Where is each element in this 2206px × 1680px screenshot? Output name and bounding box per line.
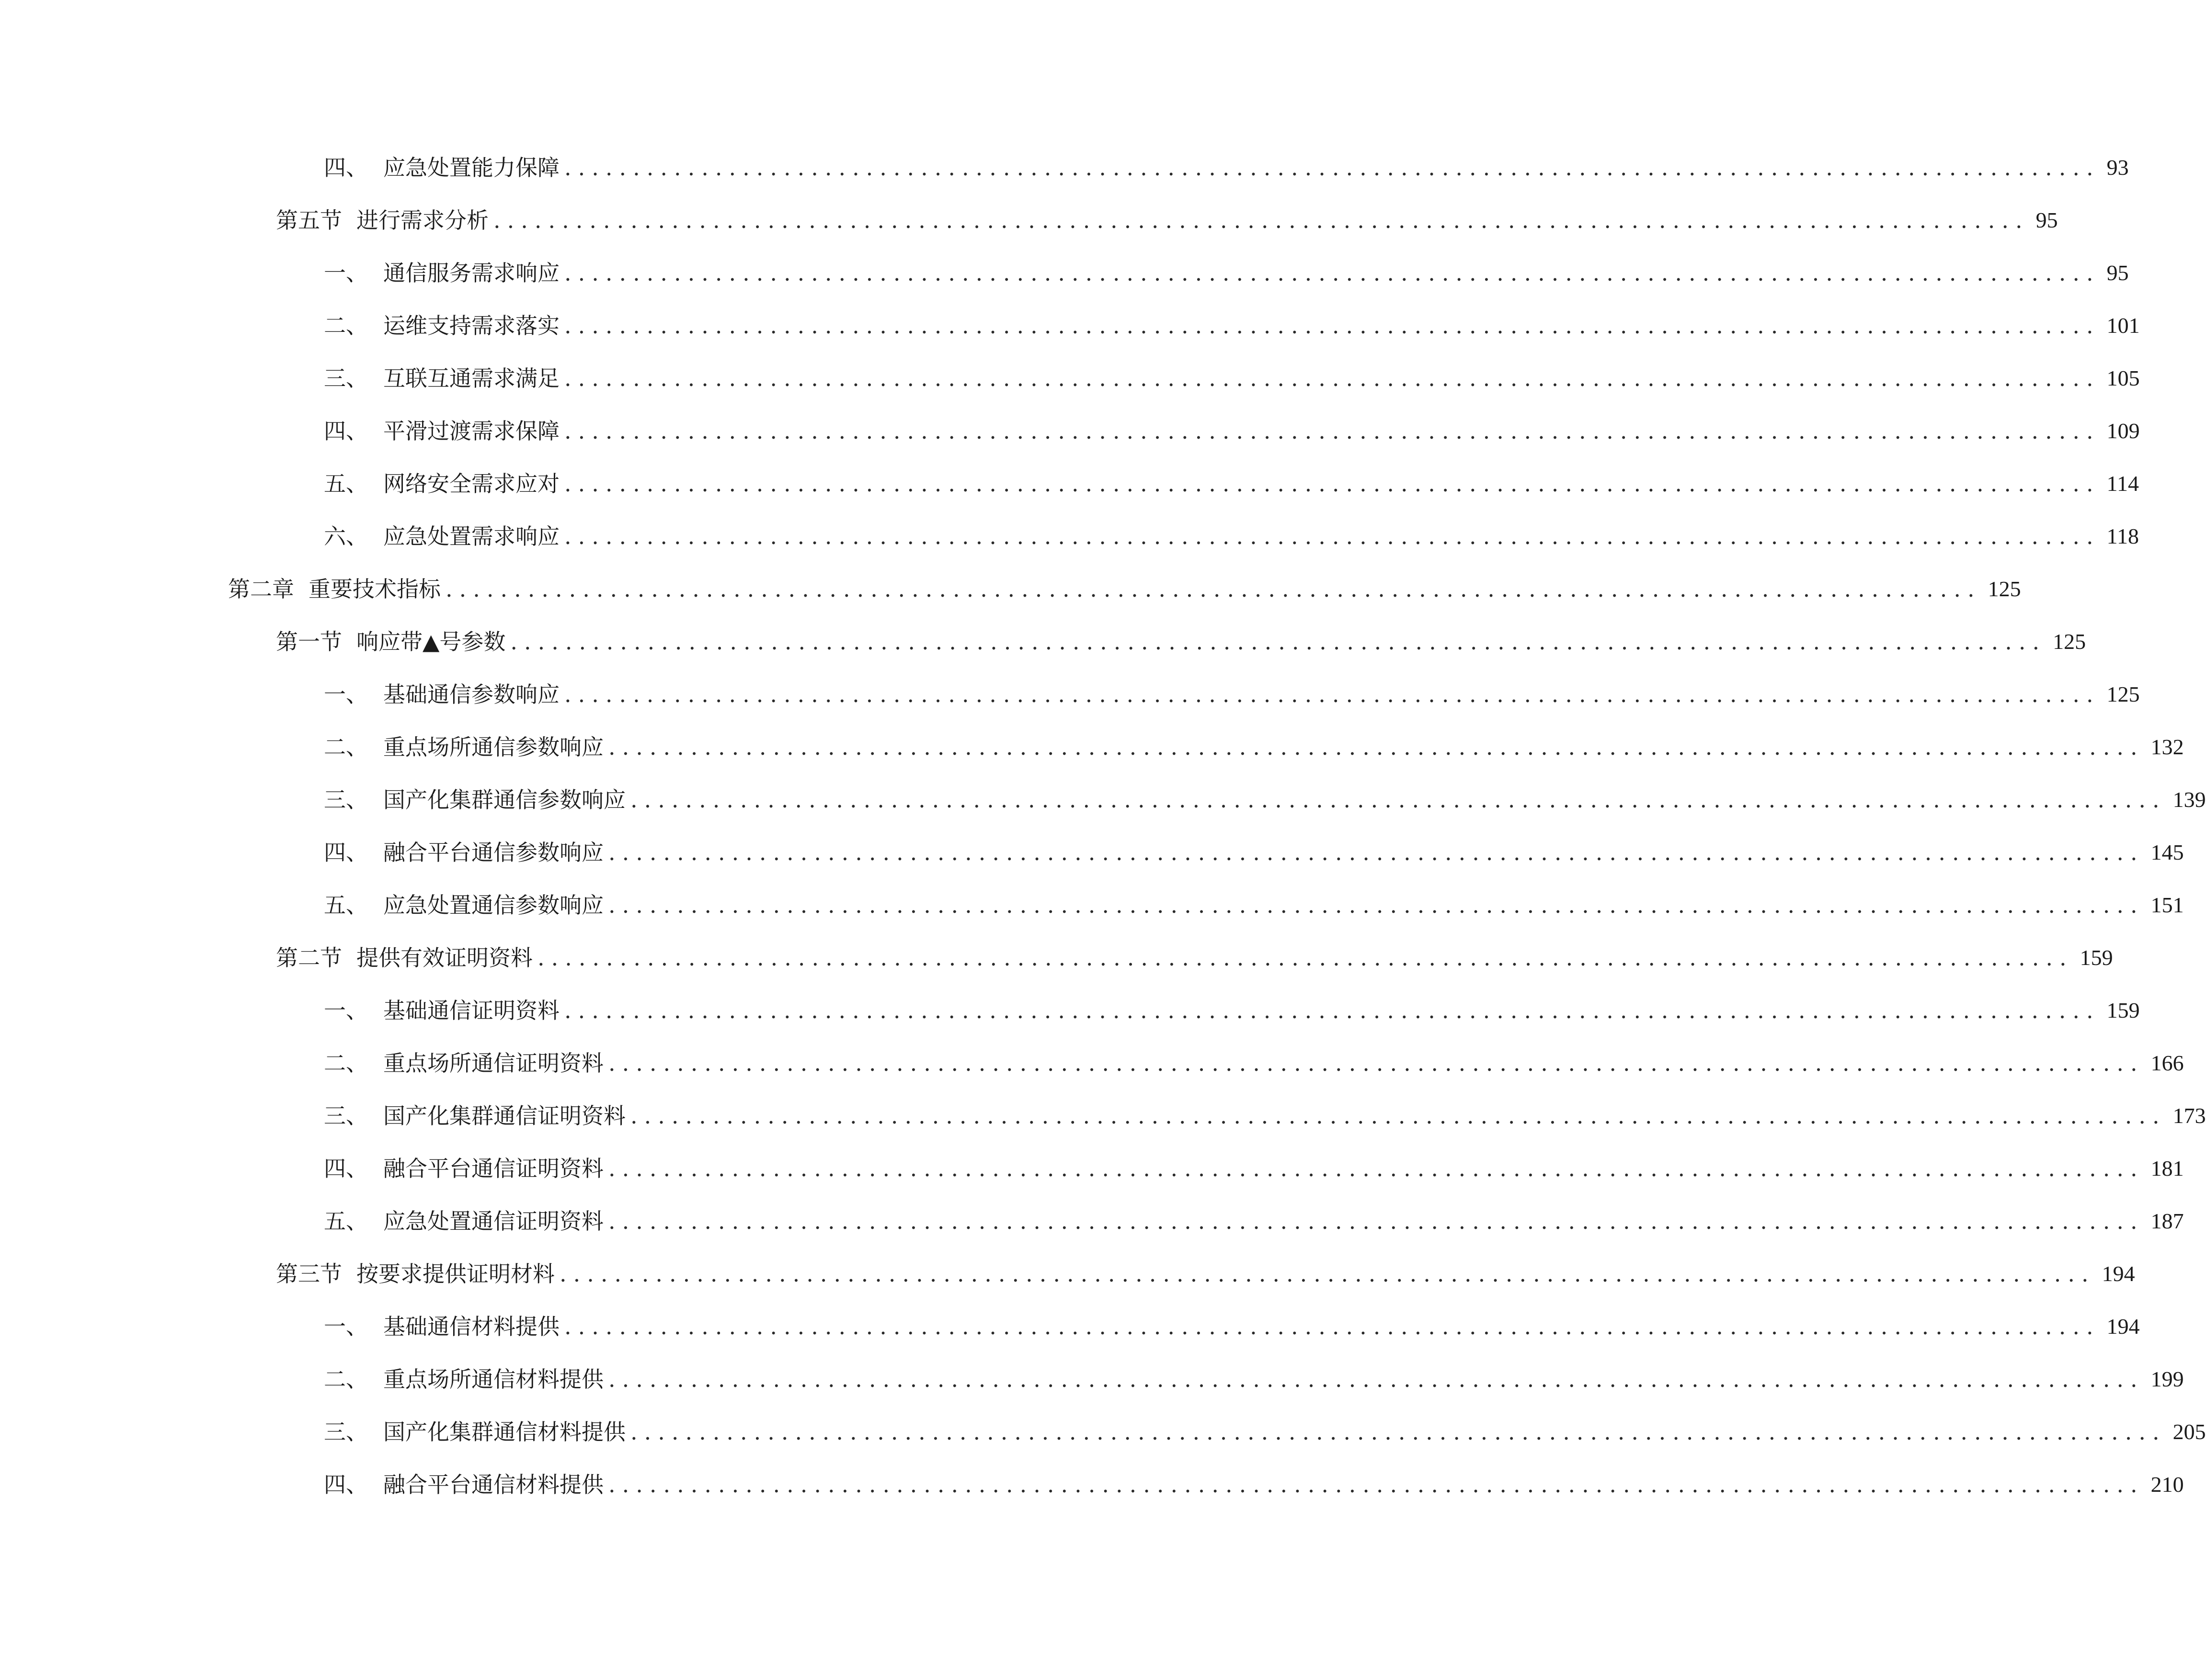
page-number: 205 bbox=[2172, 1419, 2206, 1444]
page-number: 159 bbox=[2080, 945, 2113, 970]
toc-entry[interactable] bbox=[324, 675, 2140, 714]
entry-title: 国产化集群通信证明资料 bbox=[383, 1103, 626, 1129]
entry-marker: 三、 bbox=[324, 1419, 368, 1445]
toc-entry[interactable] bbox=[324, 1097, 2206, 1135]
dot-leader: ................................................................................................................ bbox=[608, 892, 2144, 918]
page-number: 159 bbox=[2106, 998, 2140, 1022]
toc-entry[interactable] bbox=[324, 1465, 2184, 1504]
page-number: 93 bbox=[2106, 155, 2129, 180]
toc-entry[interactable] bbox=[324, 886, 2184, 924]
dot-leader: ................................................................................................................ bbox=[630, 1103, 2166, 1129]
entry-title: 运维支持需求落实 bbox=[383, 313, 560, 339]
entry-marker: 四、 bbox=[324, 155, 368, 181]
page-number: 194 bbox=[2106, 1314, 2140, 1339]
toc-entry[interactable] bbox=[276, 623, 2086, 661]
dot-leader: ................................................................................................................ bbox=[564, 155, 2100, 181]
entry-title: 应急处置能力保障 bbox=[383, 155, 560, 181]
toc-entry[interactable] bbox=[276, 1255, 2135, 1293]
dot-leader: ................................................................................................................ bbox=[608, 1366, 2144, 1392]
dot-leader: ................................................................................................................ bbox=[608, 840, 2144, 865]
dot-leader: ................................................................................................................ bbox=[608, 1208, 2144, 1234]
dot-leader: ................................................................................................................ bbox=[564, 313, 2100, 339]
toc-entry[interactable] bbox=[324, 728, 2184, 766]
entry-marker: 一、 bbox=[324, 998, 368, 1023]
entry-title: 应急处置通信参数响应 bbox=[383, 892, 604, 918]
entry-marker: 第一节 bbox=[276, 629, 342, 655]
page-number: 166 bbox=[2150, 1051, 2184, 1075]
dot-leader: ................................................................................................................ bbox=[608, 1472, 2144, 1498]
entry-marker: 第三节 bbox=[276, 1261, 342, 1287]
entry-marker: 一、 bbox=[324, 681, 368, 707]
dot-leader: ................................................................................................................ bbox=[564, 471, 2100, 497]
entry-marker: 三、 bbox=[324, 1103, 368, 1129]
entry-marker: 四、 bbox=[324, 1472, 368, 1498]
entry-marker: 二、 bbox=[324, 734, 368, 760]
dot-leader: ................................................................................................................ bbox=[630, 787, 2166, 813]
entry-title: 基础通信参数响应 bbox=[383, 681, 560, 707]
entry-title: 提供有效证明资料 bbox=[356, 945, 533, 971]
toc-entry[interactable] bbox=[276, 201, 2058, 239]
entry-title: 基础通信材料提供 bbox=[383, 1314, 560, 1339]
page-number: 139 bbox=[2172, 787, 2206, 812]
toc-entry[interactable] bbox=[324, 781, 2206, 819]
page-number: 109 bbox=[2106, 419, 2140, 443]
toc-entry[interactable] bbox=[324, 306, 2140, 345]
toc-entry[interactable] bbox=[324, 1044, 2184, 1082]
entry-marker: 四、 bbox=[324, 418, 368, 444]
dot-leader: ................................................................................................................ bbox=[564, 365, 2100, 391]
toc-entry[interactable] bbox=[324, 1202, 2184, 1240]
entry-marker: 二、 bbox=[324, 1050, 368, 1076]
dot-leader: ................................................................................................................ bbox=[446, 576, 1981, 602]
page-number: 151 bbox=[2150, 893, 2184, 917]
entry-marker: 三、 bbox=[324, 787, 368, 813]
dot-leader: ................................................................................................................ bbox=[608, 734, 2144, 760]
toc-entry[interactable] bbox=[324, 833, 2184, 872]
entry-marker: 第二节 bbox=[276, 945, 342, 971]
entry-title: 平滑过渡需求保障 bbox=[383, 418, 560, 444]
entry-marker: 一、 bbox=[324, 1314, 368, 1339]
dot-leader: ................................................................................................................ bbox=[564, 260, 2100, 286]
page-number: 95 bbox=[2106, 261, 2129, 285]
page-number: 125 bbox=[2053, 629, 2086, 654]
page-number: 118 bbox=[2106, 524, 2139, 548]
page-number: 114 bbox=[2106, 471, 2139, 496]
toc-entry[interactable] bbox=[324, 148, 2129, 187]
dot-leader: ................................................................................................................ bbox=[560, 1261, 2095, 1287]
entry-title: 进行需求分析 bbox=[356, 207, 489, 233]
entry-marker: 第五节 bbox=[276, 207, 342, 233]
page-number: 181 bbox=[2150, 1156, 2184, 1181]
page-number: 125 bbox=[1988, 577, 2021, 601]
entry-title: 基础通信证明资料 bbox=[383, 998, 560, 1023]
dot-leader: ................................................................................................................ bbox=[564, 998, 2100, 1023]
toc-entry[interactable] bbox=[324, 1360, 2184, 1398]
toc-entry[interactable] bbox=[324, 412, 2140, 450]
entry-title: 网络安全需求应对 bbox=[383, 471, 560, 497]
page-number: 199 bbox=[2150, 1367, 2184, 1391]
entry-title: 响应带▲号参数 bbox=[356, 629, 506, 655]
entry-marker: 二、 bbox=[324, 313, 368, 339]
page-number: 132 bbox=[2150, 735, 2184, 759]
toc-entry[interactable] bbox=[324, 359, 2140, 397]
entry-marker: 五、 bbox=[324, 892, 368, 918]
entry-marker: 四、 bbox=[324, 1156, 368, 1181]
dot-leader: ................................................................................................................ bbox=[537, 945, 2073, 971]
entry-title: 融合平台通信材料提供 bbox=[383, 1472, 604, 1498]
entry-marker: 一、 bbox=[324, 260, 368, 286]
entry-title: 重点场所通信证明资料 bbox=[383, 1050, 604, 1076]
dot-leader: ................................................................................................................ bbox=[608, 1156, 2144, 1181]
dot-leader: ................................................................................................................ bbox=[564, 418, 2100, 444]
toc-entry[interactable] bbox=[324, 1413, 2206, 1451]
entry-title: 融合平台通信参数响应 bbox=[383, 840, 604, 865]
page-number: 101 bbox=[2106, 313, 2140, 338]
page-number: 145 bbox=[2150, 840, 2184, 864]
entry-title: 应急处置需求响应 bbox=[383, 523, 560, 549]
toc-entry[interactable] bbox=[324, 517, 2139, 556]
entry-marker: 第二章 bbox=[228, 576, 294, 602]
dot-leader: ................................................................................................................ bbox=[510, 629, 2046, 655]
page-number: 210 bbox=[2150, 1472, 2184, 1497]
toc-entry[interactable] bbox=[324, 1149, 2184, 1188]
entry-title: 重点场所通信材料提供 bbox=[383, 1366, 604, 1392]
dot-leader: ................................................................................................................ bbox=[564, 681, 2100, 707]
dot-leader: ................................................................................................................ bbox=[564, 523, 2100, 549]
dot-leader: ................................................................................................................ bbox=[493, 207, 2029, 233]
page-number: 95 bbox=[2035, 208, 2058, 232]
toc-entry[interactable] bbox=[324, 1307, 2140, 1346]
dot-leader: ................................................................................................................ bbox=[608, 1050, 2144, 1076]
page-number: 187 bbox=[2150, 1209, 2184, 1233]
entry-marker: 五、 bbox=[324, 471, 368, 497]
entry-marker: 三、 bbox=[324, 365, 368, 391]
entry-marker: 四、 bbox=[324, 840, 368, 865]
entry-marker: 五、 bbox=[324, 1208, 368, 1234]
entry-title: 融合平台通信证明资料 bbox=[383, 1156, 604, 1181]
entry-marker: 六、 bbox=[324, 523, 368, 549]
toc-entry[interactable] bbox=[324, 465, 2139, 503]
toc-entry[interactable] bbox=[276, 939, 2113, 977]
entry-title: 国产化集群通信材料提供 bbox=[383, 1419, 626, 1445]
entry-marker: 二、 bbox=[324, 1366, 368, 1392]
toc-entry[interactable] bbox=[324, 254, 2129, 292]
page-number: 194 bbox=[2102, 1261, 2135, 1286]
toc-entry[interactable] bbox=[228, 570, 2021, 608]
toc-entry[interactable] bbox=[324, 991, 2140, 1030]
dot-leader: ................................................................................................................ bbox=[564, 1314, 2100, 1339]
entry-title: 重点场所通信参数响应 bbox=[383, 734, 604, 760]
entry-title: 通信服务需求响应 bbox=[383, 260, 560, 286]
entry-title: 国产化集群通信参数响应 bbox=[383, 787, 626, 813]
page-number: 105 bbox=[2106, 366, 2140, 390]
entry-title: 重要技术指标 bbox=[309, 576, 441, 602]
dot-leader: ................................................................................................................ bbox=[630, 1419, 2166, 1445]
entry-title: 互联互通需求满足 bbox=[383, 365, 560, 391]
entry-title: 按要求提供证明材料 bbox=[356, 1261, 555, 1287]
page-number: 125 bbox=[2106, 682, 2140, 706]
page-number: 173 bbox=[2172, 1103, 2206, 1128]
entry-title: 应急处置通信证明资料 bbox=[383, 1208, 604, 1234]
